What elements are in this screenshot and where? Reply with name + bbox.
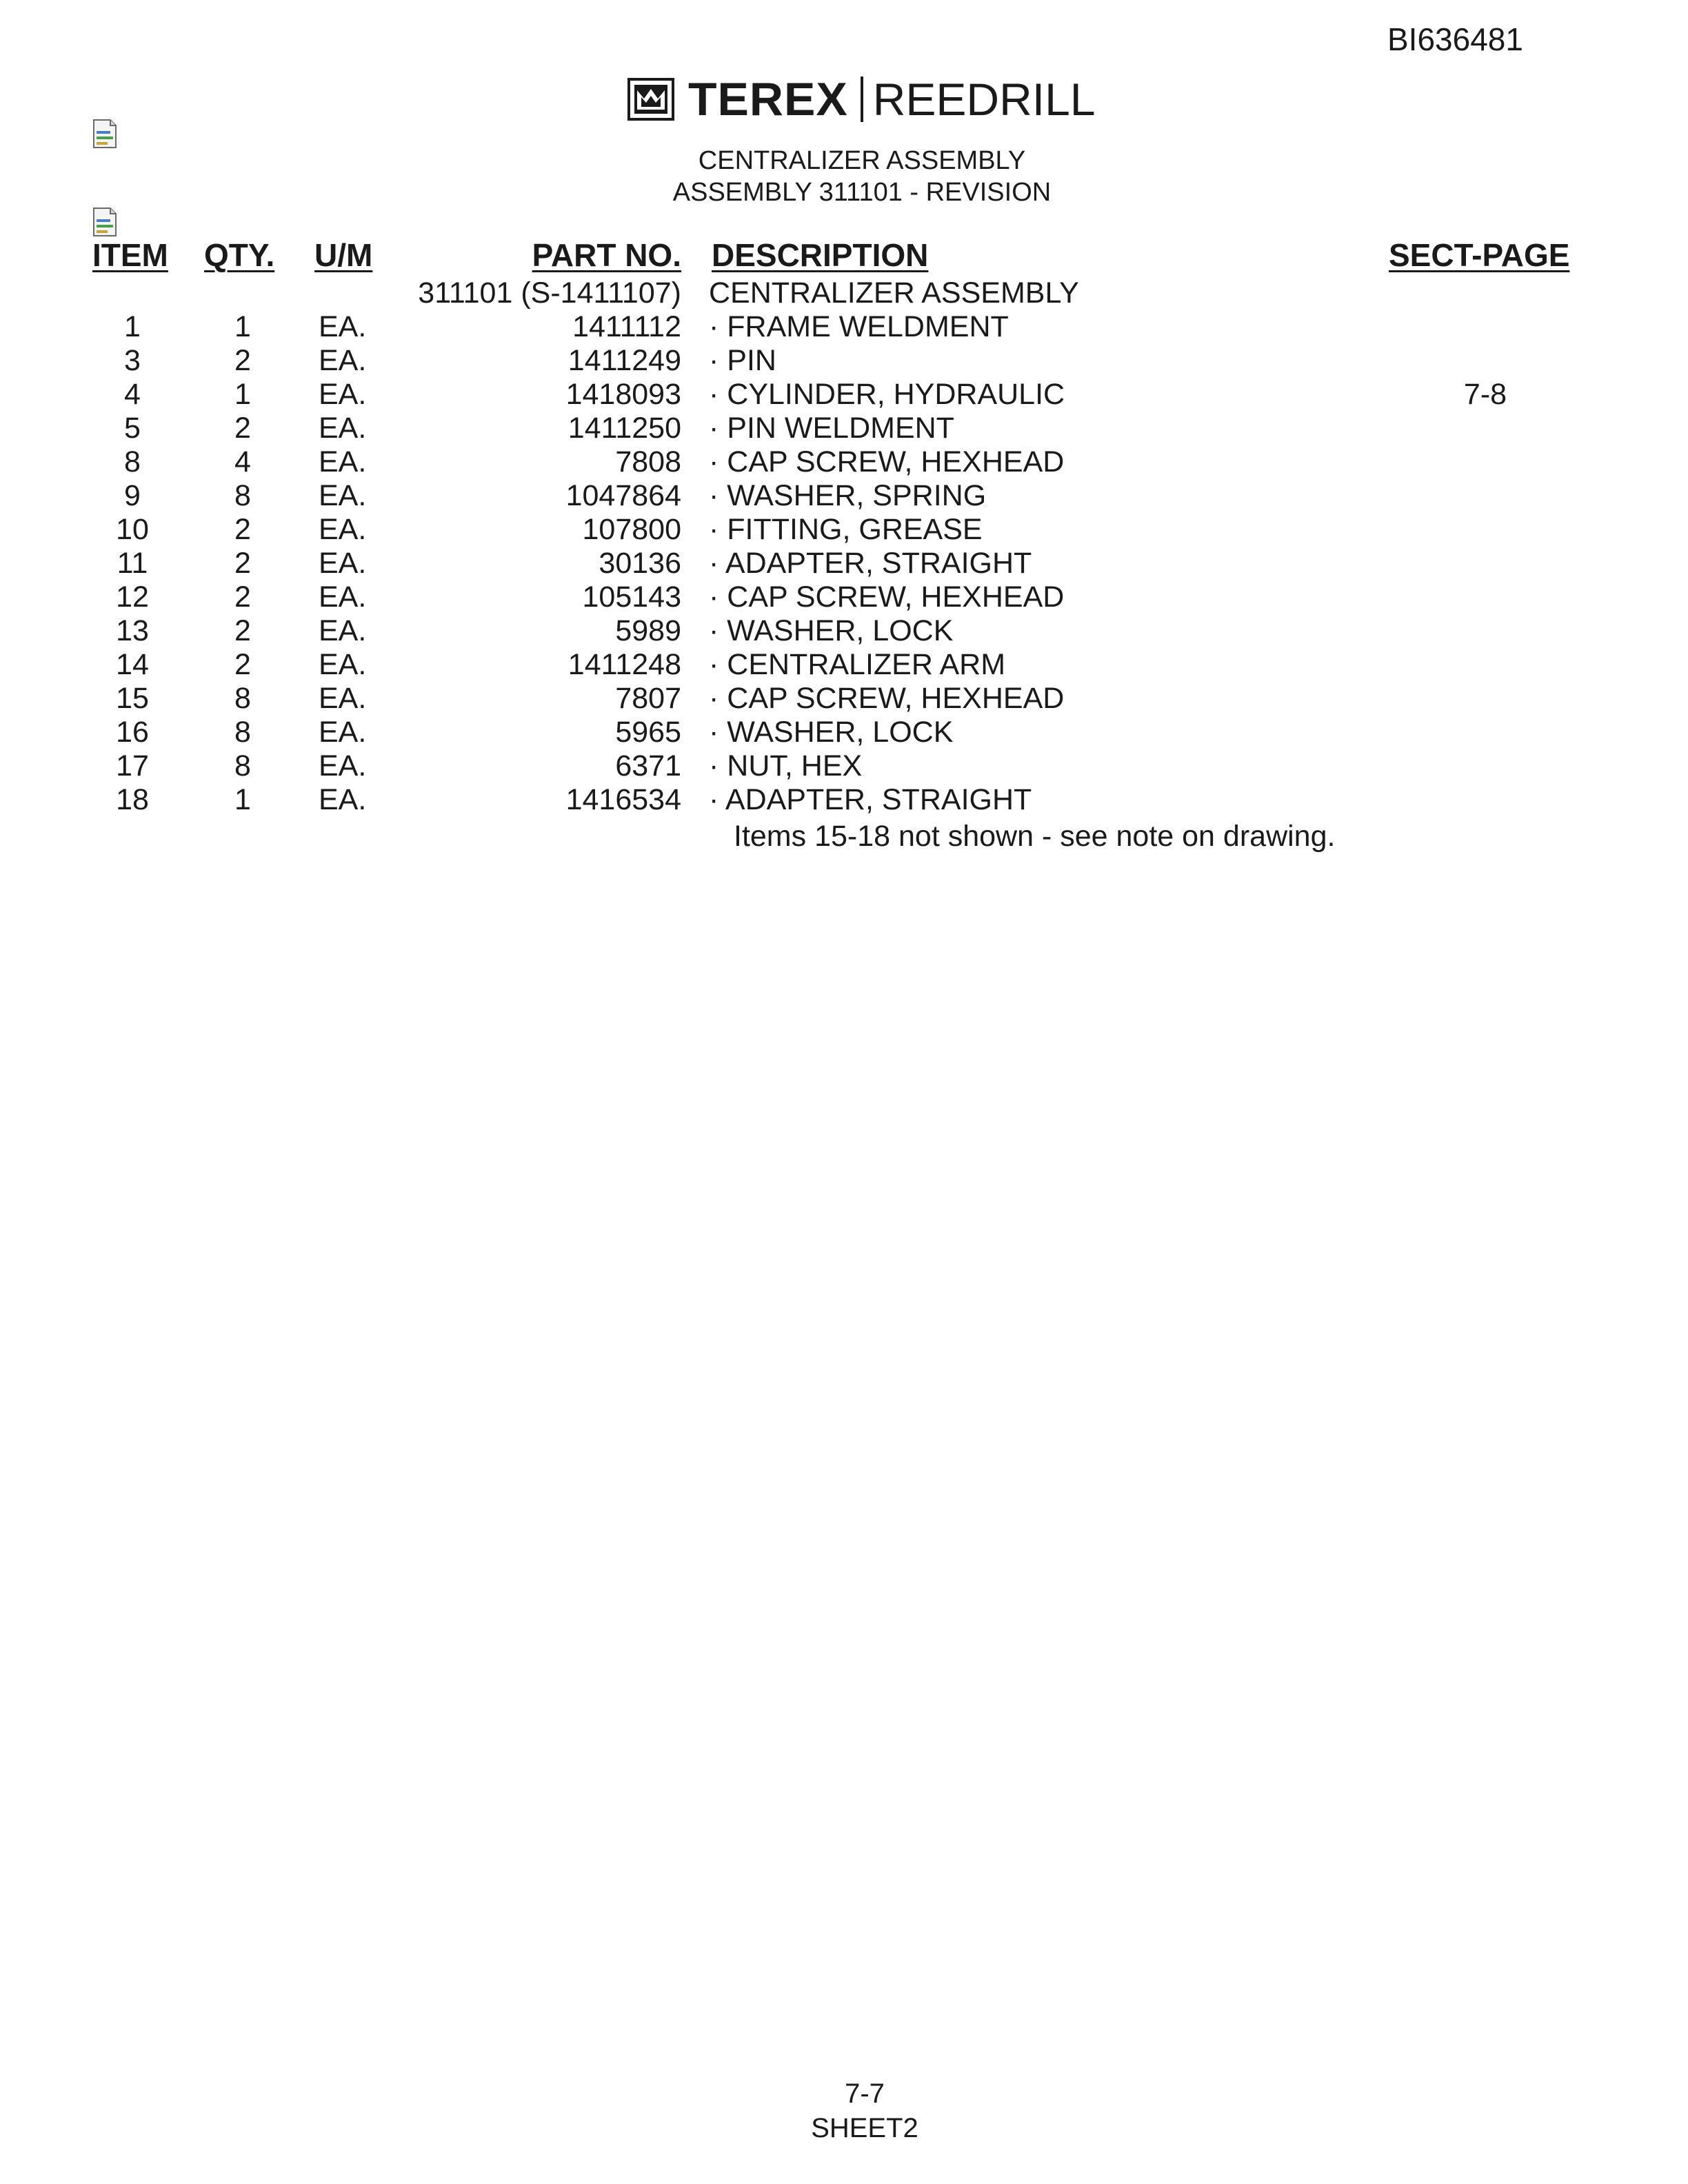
row-quantity: 4 [234, 445, 251, 478]
row-item-number: 14 [116, 648, 149, 681]
page-footer [706, 2076, 1023, 2145]
row-quantity: 2 [234, 513, 251, 546]
row-description: · WASHER, LOCK [709, 716, 954, 749]
row-quantity: 1 [234, 783, 251, 816]
row-unit: EA. [319, 648, 367, 681]
header-description: DESCRIPTION [712, 237, 929, 273]
table-note: Items 15-18 not shown - see note on drawing. [734, 820, 1336, 853]
row-unit: EA. [319, 310, 367, 343]
row-part-number: 7808 [615, 445, 681, 478]
row-unit: EA. [319, 716, 367, 749]
row-unit: EA. [319, 378, 367, 411]
row-part-number: 1411249 [567, 344, 681, 377]
assembly-description: CENTRALIZER ASSEMBLY [709, 276, 1079, 310]
row-unit: EA. [319, 614, 367, 647]
row-item-number: 5 [124, 412, 141, 445]
terex-emblem-icon [627, 78, 674, 121]
row-unit: EA. [319, 682, 367, 715]
row-description: · FITTING, GREASE [709, 513, 983, 546]
row-description: · WASHER, LOCK [709, 614, 954, 647]
title-line-2: ASSEMBLY 311101 - REVISION [672, 178, 1052, 207]
row-description: · PIN WELDMENT [709, 412, 954, 445]
row-description: · CAP SCREW, HEXHEAD [709, 580, 1065, 614]
row-quantity: 2 [234, 412, 251, 445]
row-description: · ADAPTER, STRAIGHT [709, 783, 1032, 816]
row-unit: EA. [319, 580, 367, 614]
row-item-number: 10 [116, 513, 149, 546]
logo-product-line: REEDRILL [872, 74, 1096, 125]
row-part-number: 1416534 [565, 783, 681, 816]
header-sect-page: SECT-PAGE [1389, 237, 1570, 273]
row-item-number: 11 [117, 547, 148, 580]
document-id: BI636481 [1387, 21, 1523, 57]
row-unit: EA. [319, 513, 367, 546]
page-number: 7-7 [845, 2079, 885, 2109]
row-item-number: 9 [124, 479, 141, 512]
row-unit: EA. [319, 749, 367, 782]
row-quantity: 8 [234, 682, 251, 715]
row-unit: EA. [319, 344, 367, 377]
logo-divider [861, 77, 863, 122]
row-part-number: 105143 [582, 580, 681, 614]
row-part-number: 1411248 [567, 648, 681, 681]
row-description: · CYLINDER, HYDRAULIC [709, 378, 1065, 411]
row-description: · WASHER, SPRING [709, 479, 987, 512]
row-item-number: 8 [124, 445, 141, 478]
row-part-number: 7807 [615, 682, 681, 715]
row-item-number: 18 [116, 783, 149, 816]
row-sect-page: 7-8 [1463, 378, 1507, 411]
row-quantity: 1 [234, 310, 251, 343]
header-item: ITEM [92, 237, 168, 273]
row-quantity: 1 [234, 378, 251, 411]
row-unit: EA. [319, 412, 367, 445]
row-part-number: 1418093 [565, 378, 681, 411]
row-quantity: 2 [234, 344, 251, 377]
row-part-number: 30136 [599, 547, 681, 580]
assembly-part-no: 311101 (S-1411107) [418, 276, 681, 310]
header-part-no: PART NO. [532, 237, 681, 273]
row-part-number: 107800 [582, 513, 681, 546]
row-part-number: 1047864 [565, 479, 681, 512]
row-description: · CAP SCREW, HEXHEAD [709, 445, 1065, 478]
terex-reedrill-logo [627, 74, 1096, 124]
row-quantity: 2 [234, 614, 251, 647]
row-description: · CENTRALIZER ARM [709, 648, 1006, 681]
sheet-number: SHEET2 [811, 2113, 918, 2143]
header-um: U/M [314, 237, 373, 273]
document-link-icon[interactable] [91, 207, 119, 237]
row-quantity: 2 [234, 648, 251, 681]
logo-brand: TEREX [688, 73, 848, 125]
document-link-icon[interactable] [91, 119, 119, 149]
row-description: · ADAPTER, STRAIGHT [709, 547, 1032, 580]
row-description: · FRAME WELDMENT [709, 310, 1009, 343]
row-item-number: 15 [116, 682, 149, 715]
title-line-1: CENTRALIZER ASSEMBLY [698, 146, 1026, 175]
row-unit: EA. [319, 479, 367, 512]
row-quantity: 2 [234, 580, 251, 614]
row-part-number: 1411250 [567, 412, 681, 445]
row-quantity: 8 [234, 479, 251, 512]
row-item-number: 16 [116, 716, 149, 749]
row-part-number: 5989 [615, 614, 681, 647]
row-part-number: 6371 [615, 749, 681, 782]
row-item-number: 1 [124, 310, 141, 343]
row-quantity: 2 [234, 547, 251, 580]
row-item-number: 13 [116, 614, 149, 647]
assembly-title [483, 145, 1241, 208]
row-unit: EA. [319, 445, 367, 478]
row-unit: EA. [319, 783, 367, 816]
row-item-number: 12 [116, 580, 149, 614]
row-item-number: 17 [116, 749, 149, 782]
row-description: · NUT, HEX [709, 749, 863, 782]
row-part-number: 5965 [615, 716, 681, 749]
row-unit: EA. [319, 547, 367, 580]
row-quantity: 8 [234, 749, 251, 782]
header-qty: QTY. [204, 237, 275, 273]
row-part-number: 1411112 [572, 310, 681, 343]
row-description: · CAP SCREW, HEXHEAD [709, 682, 1065, 715]
row-item-number: 4 [124, 378, 141, 411]
row-quantity: 8 [234, 716, 251, 749]
row-item-number: 3 [124, 344, 141, 377]
row-description: · PIN [709, 344, 776, 377]
